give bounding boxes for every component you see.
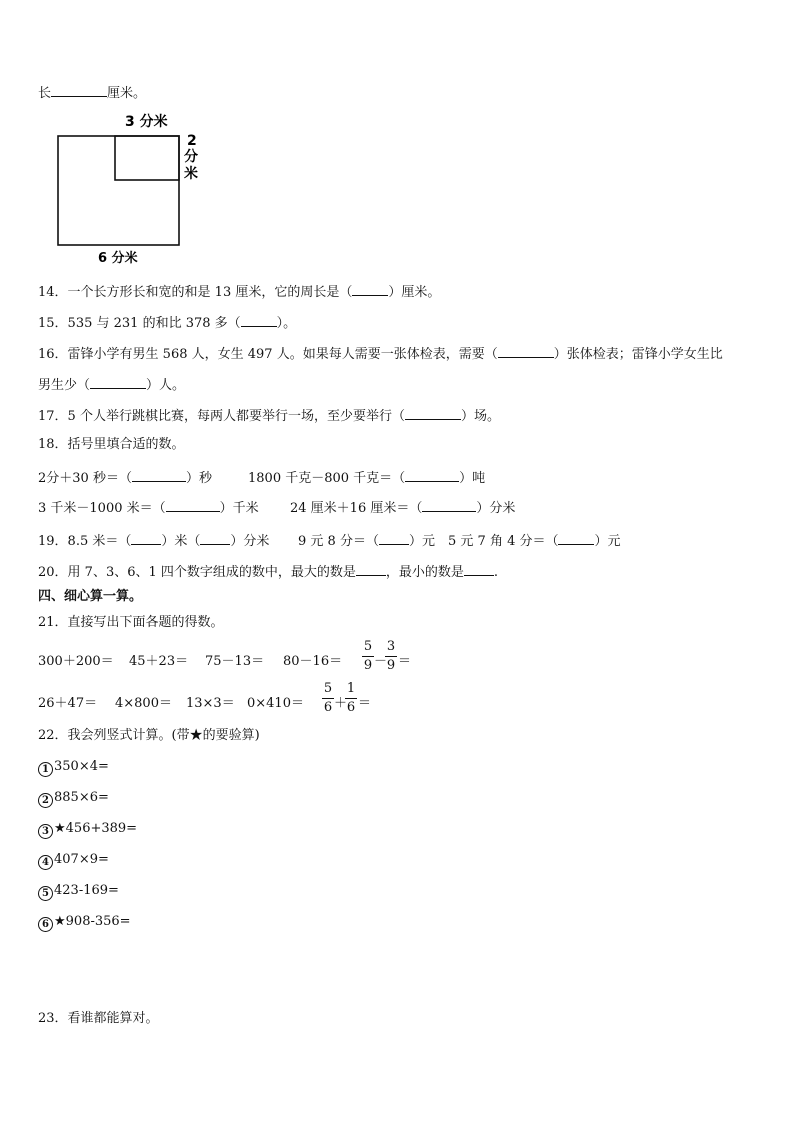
q18-d-unit: ）分米 (476, 501, 516, 516)
q21-r2-2: 4×800＝ (115, 696, 172, 711)
q13-suffix: 厘米。 (107, 86, 147, 101)
circled-number: 1 (38, 762, 53, 777)
q22-expr: 407×9= (54, 852, 109, 867)
q21-r1-3: 75－13＝ (205, 654, 265, 669)
q21-r1-1: 300＋200＝ (38, 654, 114, 669)
q18-b-text: 1800 千克－800 千克＝（ (248, 471, 406, 486)
q18-a-text: 2分＋30 秒＝（ (38, 471, 132, 486)
q19-b-unit: ）元 (408, 534, 435, 549)
q21-frac-1b (385, 639, 397, 674)
q15-text: 15．535 与 231 的和比 378 多（ (38, 316, 241, 331)
q19-a-mid: ）米（ (161, 534, 201, 549)
q13-side-label-2: 分 (184, 149, 198, 165)
circled-number: 3 (38, 824, 53, 839)
q19-a (38, 530, 269, 551)
q15-blank[interactable] (241, 312, 277, 327)
q16-blank-2[interactable] (90, 374, 146, 389)
q22-item-3 (38, 820, 137, 839)
denominator: 9 (363, 658, 373, 673)
q20 (38, 561, 498, 582)
q20-blank-2[interactable] (464, 561, 494, 576)
q22-item-5 (38, 882, 119, 901)
q14-text-end: ）厘米。 (388, 285, 441, 300)
q19-c-text: 5 元 7 角 4 分＝（ (448, 534, 559, 549)
q18-a-unit: ）秒 (185, 471, 212, 486)
q18-b-blank[interactable] (405, 467, 459, 482)
q13-answer-line (38, 82, 146, 103)
circled-number: 4 (38, 855, 53, 870)
q20-text-mid: ，最小的数是 (385, 565, 464, 580)
q22-item-2 (38, 789, 109, 808)
q16-line2 (38, 374, 185, 395)
numerator: 5 (323, 681, 333, 696)
numerator: 3 (386, 639, 396, 654)
q18-title: 18．括号里填合适的数。 (38, 437, 185, 452)
q21-r1-2: 45＋23＝ (129, 654, 189, 669)
q21-frac-1a (362, 639, 374, 674)
q19-c-unit: ）元 (594, 534, 621, 549)
q22-expr: ★908-356= (54, 914, 131, 929)
q13-side-label-3: 米 (184, 166, 198, 182)
q19-b-text: 9 元 8 分＝（ (298, 534, 379, 549)
q22-item-1 (38, 758, 109, 777)
q17-text-end: ）场。 (460, 409, 500, 424)
q16-text: 16．雷锋小学有男生 568 人，女生 497 人。如果每人需要一张体检表，需要（ (38, 347, 498, 362)
q19-a-blank-1[interactable] (131, 530, 161, 545)
q20-text: 20．用 7、3、6、1 四个数字组成的数中，最大的数是 (38, 565, 356, 580)
q21-frac-1-eq: ＝ (398, 654, 412, 669)
q19-a-unit: ）分米 (230, 534, 270, 549)
q18-b-unit: ）吨 (459, 471, 486, 486)
circled-number: 2 (38, 793, 53, 808)
q21-frac-1-op: － (374, 654, 388, 669)
q16-text-2: 男生少（ (38, 378, 91, 393)
q21-title: 21．直接写出下面各题的得数。 (38, 615, 224, 630)
q16-text-end: ）人。 (146, 378, 186, 393)
q13-blank[interactable] (51, 82, 107, 97)
q22-expr: ★456+389= (54, 821, 138, 836)
q16-text-mid: ）张体检表；雷锋小学女生比 (553, 347, 723, 362)
q18-c-text: 3 千米－1000 米＝（ (38, 501, 166, 516)
q21-frac-2a (322, 681, 334, 716)
q22-item-6 (38, 913, 131, 932)
q19-a-blank-2[interactable] (200, 530, 230, 545)
q18-c-blank[interactable] (166, 497, 220, 512)
q18-row2 (38, 497, 259, 518)
q18-c-unit: ）千米 (219, 501, 259, 516)
q21-frac-2-eq: ＝ (358, 696, 372, 711)
q21-frac-2-op: ＋ (334, 696, 348, 711)
q19-c-blank[interactable] (558, 530, 594, 545)
q16-line1 (38, 343, 723, 364)
q17-blank[interactable] (405, 405, 461, 420)
denominator: 9 (386, 658, 396, 673)
q21-r2-4: 0×410＝ (247, 696, 304, 711)
q22-expr: 885×6= (54, 790, 109, 805)
q22-title: 22．我会列竖式计算。(带★的要验算) (38, 728, 260, 743)
denominator: 6 (323, 700, 333, 715)
q19-c (448, 530, 621, 551)
q18-d-text: 24 厘米＋16 厘米＝（ (290, 501, 423, 516)
q22-expr: 350×4= (54, 759, 109, 774)
q19-b (298, 530, 435, 551)
q14-blank[interactable] (352, 281, 388, 296)
numerator: 1 (346, 681, 356, 696)
q16-blank-1[interactable] (498, 343, 554, 358)
q14-text: 14．一个长方形长和宽的和是 13 厘米，它的周长是（ (38, 285, 353, 300)
q13-prefix: 长 (38, 86, 52, 101)
q13-figure (40, 105, 220, 270)
q21-frac-2b (345, 681, 357, 716)
section-4-title: 四、细心算一算。 (38, 589, 143, 604)
circled-number: 5 (38, 886, 53, 901)
q22-item-4 (38, 851, 109, 870)
q18-d-blank[interactable] (422, 497, 476, 512)
q14 (38, 281, 440, 302)
q20-text-end: . (493, 565, 499, 580)
q20-blank-1[interactable] (356, 561, 386, 576)
q21-r1-4: 80－16＝ (283, 654, 343, 669)
denominator: 6 (346, 700, 356, 715)
q13-side-label-1: 2 (187, 133, 197, 149)
q13-top-label: 3 分米 (125, 114, 168, 130)
q18-d (290, 497, 515, 518)
q18-b (248, 467, 485, 488)
q15 (38, 312, 296, 333)
q22-expr: 423-169= (54, 883, 119, 898)
numerator: 5 (363, 639, 373, 654)
q19-b-blank[interactable] (379, 530, 409, 545)
q21-r2-1: 26＋47＝ (38, 696, 98, 711)
q23-title: 23．看谁都能算对。 (38, 1011, 159, 1026)
circled-number: 6 (38, 917, 53, 932)
q18-a-blank[interactable] (132, 467, 186, 482)
q17-text: 17．5 个人举行跳棋比赛，每两人都要举行一场，至少要举行（ (38, 409, 405, 424)
q13-bottom-label: 6 分米 (98, 251, 138, 266)
q15-text-end: ）。 (276, 316, 297, 331)
q17 (38, 405, 500, 426)
q19-a-text: 19．8.5 米＝（ (38, 534, 132, 549)
q21-r2-3: 13×3＝ (186, 696, 235, 711)
q18-row1 (38, 467, 212, 488)
